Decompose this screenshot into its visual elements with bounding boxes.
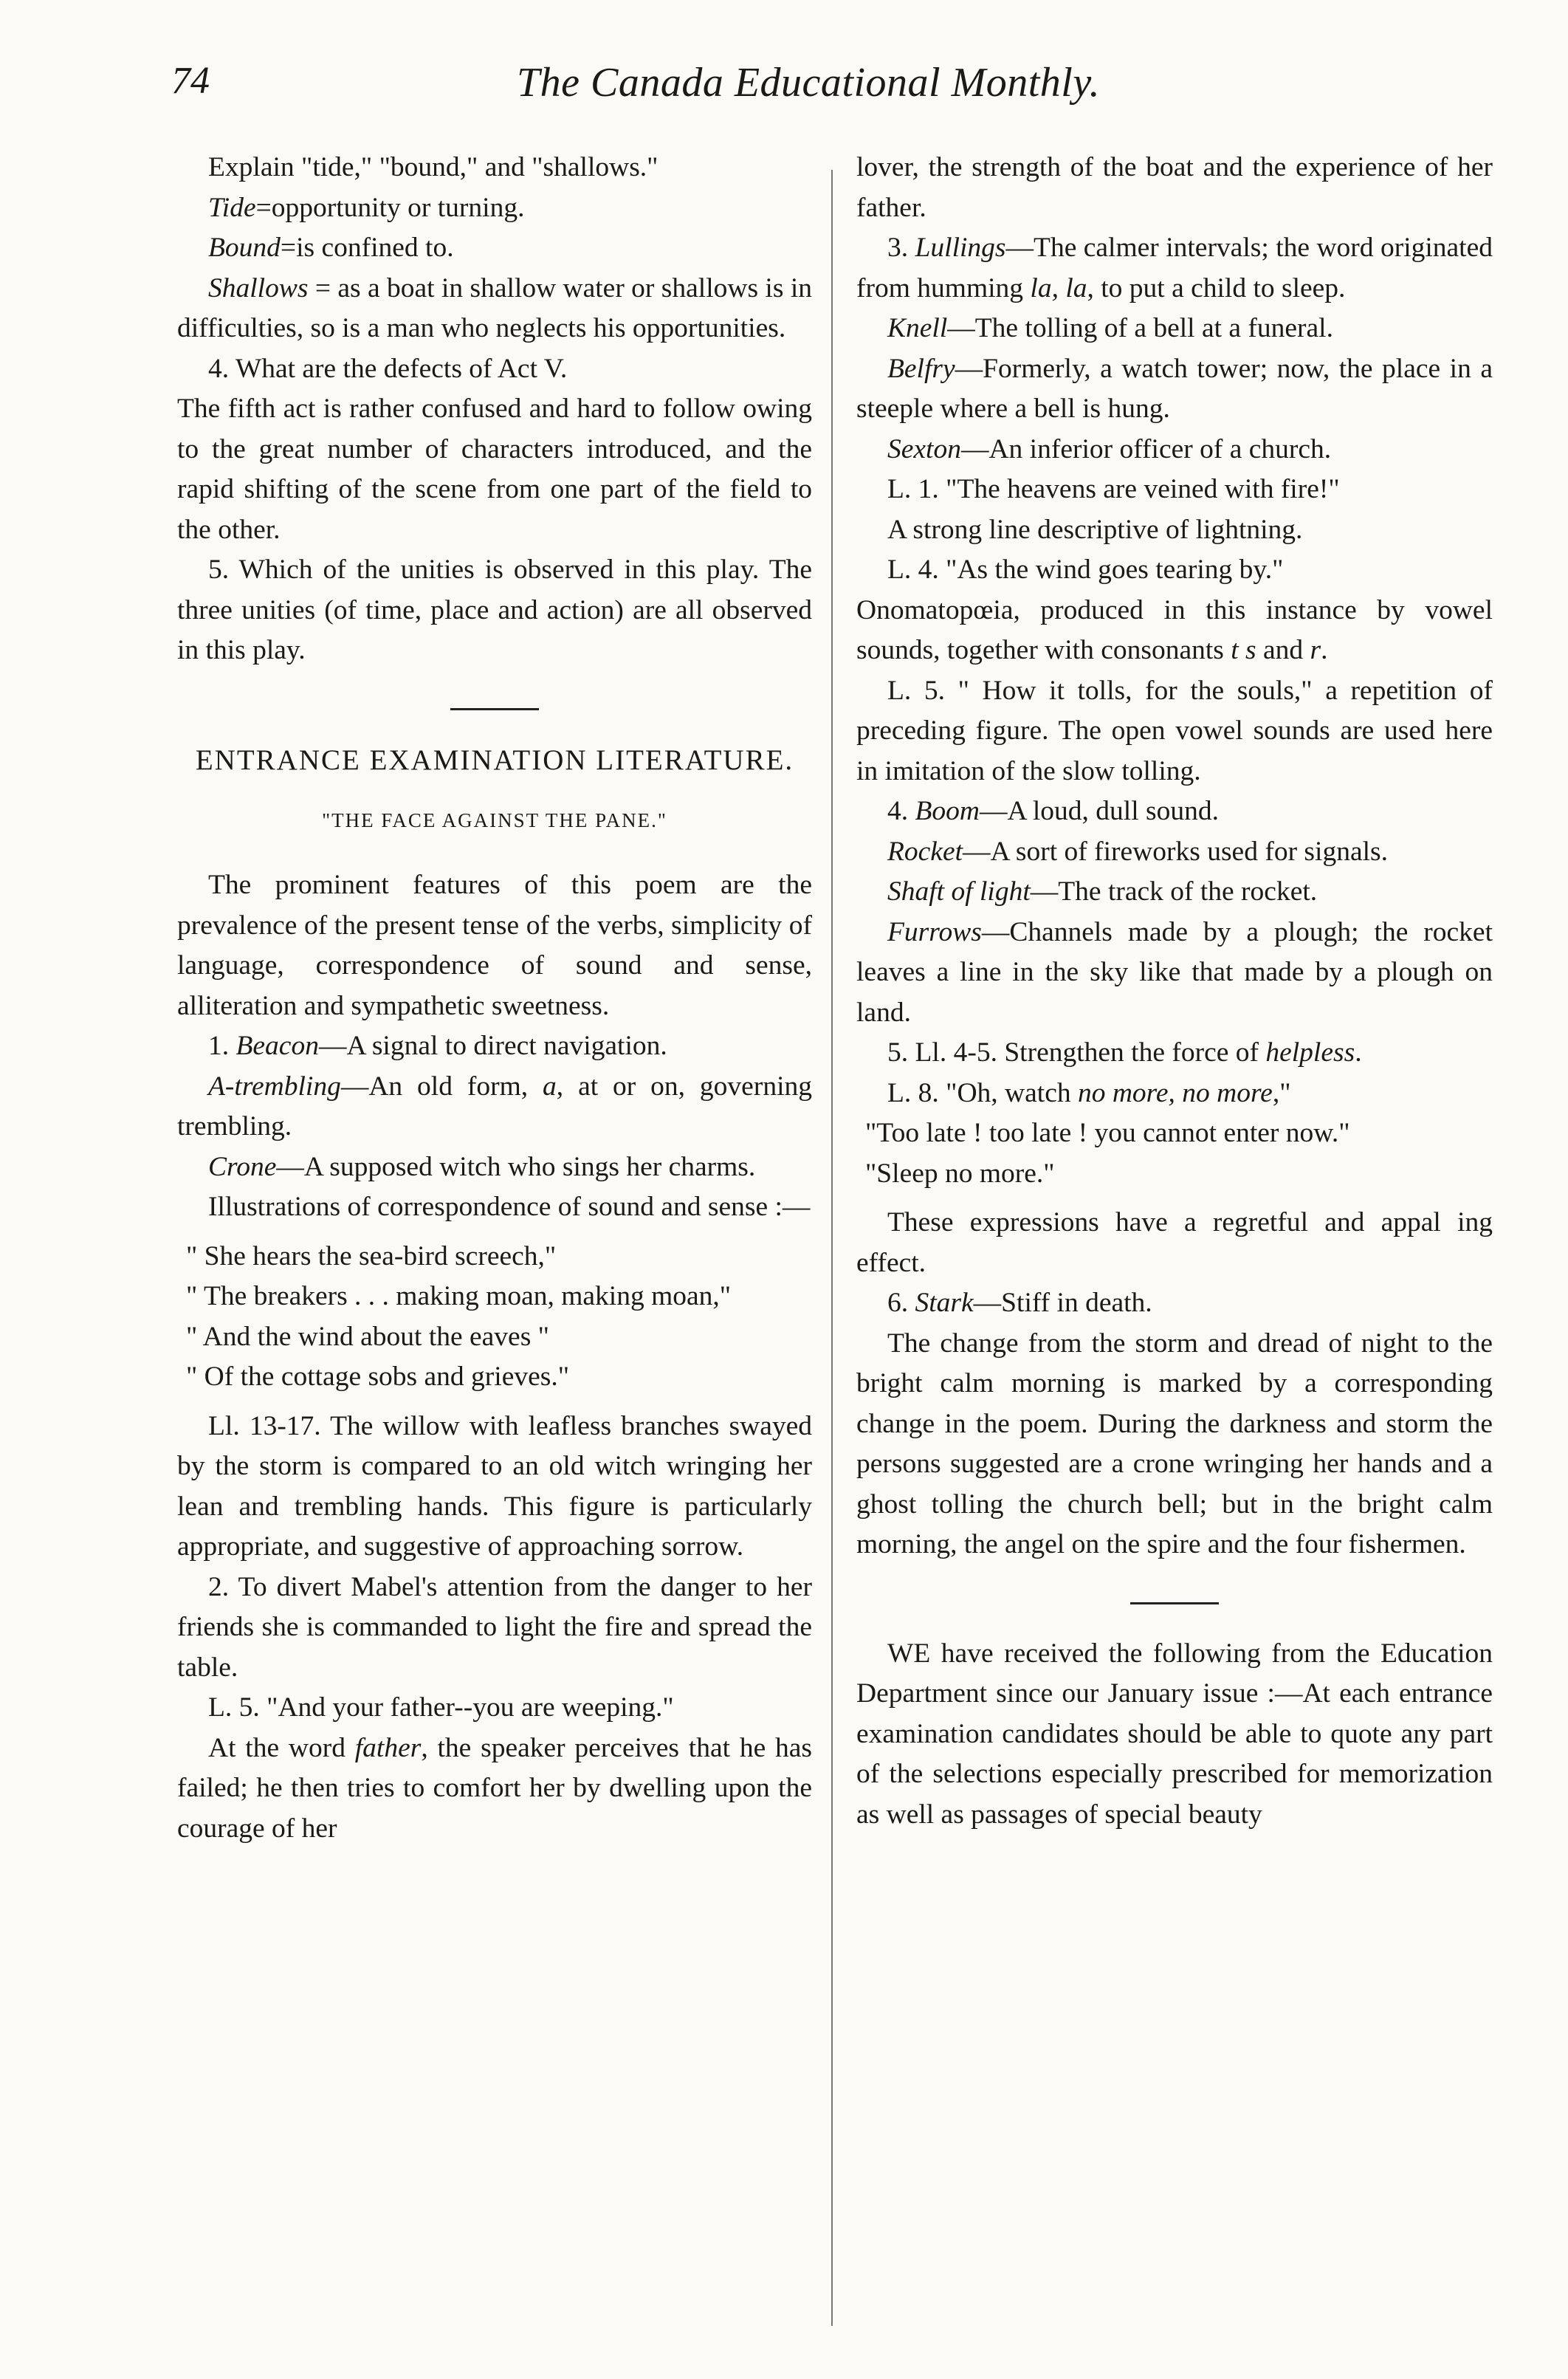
beacon-def: —A signal to direct navigation. bbox=[318, 1031, 667, 1061]
stark-def: —Stiff in death. bbox=[973, 1288, 1152, 1318]
boom-number: 4. bbox=[887, 796, 915, 826]
education-department-notice: WE have received the following from the Education Department since our January issue :—At each entrance examination candidates should be able to quote any part of the selections especially prescribed for memorization as well as passages of special beauty bbox=[856, 1638, 1493, 1830]
question-4: 4. What are the defects of Act V. bbox=[208, 353, 568, 384]
lullings-number: 3. bbox=[887, 233, 915, 263]
running-title: The Canada Educational Monthly. bbox=[517, 60, 1101, 106]
lullings-la: la, la bbox=[1030, 272, 1087, 303]
quote-line: " The breakers . . . making moan, making moan," bbox=[186, 1281, 732, 1311]
l8-b: ," bbox=[1272, 1077, 1291, 1108]
section-separator bbox=[450, 708, 539, 710]
page-number: 74 bbox=[171, 60, 210, 102]
rocket-definition bbox=[856, 832, 1493, 873]
quote-line: " And the wind about the eaves " bbox=[186, 1321, 549, 1352]
sexton-definition bbox=[856, 430, 1493, 470]
shallows-def: = as a boat in shallow water or shallows is in difficulties, so is a man who neglects his opportunities. bbox=[177, 272, 812, 343]
belfry-def: —Formerly, a watch tower; now, the place in a steeple where a bell is hung. bbox=[856, 353, 1493, 424]
onomato-b: and bbox=[1256, 635, 1310, 665]
knell-def: —The tolling of a bell at a funeral. bbox=[947, 313, 1333, 343]
onomato-ts: t s bbox=[1231, 635, 1256, 665]
boom-def: —A loud, dull sound. bbox=[980, 796, 1219, 826]
knell-term: Knell bbox=[887, 313, 948, 343]
lines-4-5-note bbox=[856, 1033, 1493, 1074]
beacon-number: 1. bbox=[208, 1031, 236, 1061]
change-paragraph: The change from the storm and dread of night to the bright calm morning is marked by a corresponding change in the poem. During the darkness and storm the persons suggested are a crone wringing her hands and a ghost tolling the church bell; but in the bright calm morning, the angel on the spire and the four fishermen. bbox=[856, 1328, 1493, 1559]
rocket-def: —A sort of fireworks used for signals. bbox=[963, 836, 1388, 867]
poem-title: "THE FACE AGAINST THE PANE." bbox=[322, 809, 667, 831]
poem-intro: The prominent features of this poem are the prevalence of the present tense of the verbs, simplicity of language, correspondence of sound and sense, alliteration and sympathetic sweetness. bbox=[177, 870, 812, 1021]
furrows-def: —Channels made by a plough; the rocket leaves a line in the sky like that made by a plough on land. bbox=[856, 916, 1493, 1028]
crone-definition bbox=[177, 1147, 812, 1188]
line-8-quote bbox=[856, 1074, 1493, 1114]
line-1-note: A strong line descriptive of lightning. bbox=[887, 514, 1303, 545]
father-a: At the word bbox=[208, 1732, 355, 1763]
note-2: 2. To divert Mabel's attention from the danger to her friends she is commanded to light the fire and spread the table. bbox=[177, 1571, 812, 1683]
spacer bbox=[177, 1228, 812, 1237]
atrembling-term: A-trembling bbox=[208, 1071, 341, 1102]
knell-definition bbox=[856, 309, 1493, 349]
section-separator bbox=[1130, 1602, 1219, 1604]
explain-question: Explain "tide," "bound," and "shallows." bbox=[208, 152, 659, 182]
line-5-quote: L. 5. "And your father--you are weeping." bbox=[208, 1692, 674, 1723]
atrembling-a: a bbox=[543, 1071, 557, 1102]
line-4-quote: L. 4. "As the wind goes tearing by." bbox=[887, 555, 1284, 585]
spacer bbox=[856, 1194, 1493, 1203]
tide-def: =opportunity or turning. bbox=[255, 192, 525, 223]
beacon-definition bbox=[177, 1026, 812, 1067]
quote-line: " Of the cottage sobs and grieves." bbox=[186, 1362, 570, 1392]
quote-line: "Too late ! too late ! you cannot enter now." bbox=[865, 1118, 1350, 1148]
furrows-term: Furrows bbox=[887, 916, 982, 947]
belfry-term: Belfry bbox=[887, 353, 955, 384]
l8-a: L. 8. "Oh, watch bbox=[887, 1077, 1078, 1108]
right-column bbox=[856, 148, 1493, 1835]
shallows-definition bbox=[177, 269, 812, 349]
page-header bbox=[0, 59, 1568, 133]
line-1-quote: L. 1. "The heavens are veined with fire!" bbox=[887, 474, 1340, 504]
line-5-note: L. 5. " How it tolls, for the souls," a repetition of preceding figure. The open vowel sounds are used here in imitation of the slow tolling. bbox=[856, 675, 1493, 786]
column-divider bbox=[831, 170, 833, 2326]
lullings-def-a: —The calmer intervals; the word originated from humming bbox=[856, 233, 1493, 303]
bound-def: =is confined to. bbox=[280, 233, 454, 263]
continued-text: lover, the strength of the boat and the experience of her father. bbox=[856, 152, 1493, 223]
boom-term: Boom bbox=[915, 796, 980, 826]
furrows-definition bbox=[856, 913, 1493, 1034]
stark-term: Stark bbox=[915, 1288, 974, 1318]
boom-definition bbox=[856, 792, 1493, 832]
atrembling-def-b: , at or on, governing trembling. bbox=[177, 1071, 812, 1142]
question-5: 5. Which of the unities is observed in this play. The three unities (of time, place and action) are all observed in this play. bbox=[177, 555, 812, 665]
shallows-term: Shallows bbox=[208, 272, 309, 303]
father-b: , the speaker perceives that he has failed; he then tries to comfort her by dwelling upon the courage of her bbox=[177, 1732, 812, 1844]
lullings-term: Lullings bbox=[915, 233, 1006, 263]
belfry-definition bbox=[856, 349, 1493, 430]
lullings-def-b: , to put a child to sleep. bbox=[1087, 272, 1346, 303]
onomato-c: . bbox=[1321, 635, 1328, 665]
onomato-a: Onomatopœia, produced in this instance by vowel sounds, together with consonants bbox=[856, 594, 1493, 665]
shaft-definition bbox=[856, 872, 1493, 913]
l8-term: no more, no more bbox=[1077, 1077, 1273, 1108]
tide-definition bbox=[177, 188, 812, 229]
answer-4: The fifth act is rather confused and hard to follow owing to the great number of characters introduced, and the rapid shifting of the scene from one part of the field to the other. bbox=[177, 394, 812, 545]
atrembling-def-a: —An old form, bbox=[340, 1071, 543, 1102]
quote-line: " She hears the sea-bird screech," bbox=[186, 1240, 557, 1271]
ll45-b: . bbox=[1355, 1037, 1362, 1068]
ll45-a: 5. Ll. 4-5. Strengthen the force of bbox=[887, 1037, 1266, 1068]
ll45-term: helpless bbox=[1265, 1037, 1355, 1068]
rocket-term: Rocket bbox=[887, 836, 963, 867]
lines-13-17-note: Ll. 13-17. The willow with leafless branches swayed by the storm is compared to an old witch wringing her lean and trembling hands. This figure is particularly appropriate, and suggestive of approaching sorrow. bbox=[177, 1410, 812, 1562]
stark-number: 6. bbox=[887, 1288, 915, 1318]
left-column bbox=[177, 148, 812, 1849]
section-heading: ENTRANCE EXAMINATION LITERATURE. bbox=[195, 744, 794, 776]
crone-def: —A supposed witch who sings her charms. bbox=[276, 1151, 756, 1182]
shaft-term: Shaft of light bbox=[887, 876, 1031, 907]
atrembling-definition bbox=[177, 1067, 812, 1147]
lullings-definition bbox=[856, 228, 1493, 309]
bound-term: Bound bbox=[208, 233, 281, 263]
tide-term: Tide bbox=[208, 192, 256, 223]
spacer bbox=[177, 1398, 812, 1407]
shaft-def: —The track of the rocket. bbox=[1030, 876, 1318, 907]
father-term: father bbox=[354, 1732, 422, 1763]
quote-line: "Sleep no more." bbox=[865, 1158, 1055, 1189]
father-note bbox=[177, 1729, 812, 1850]
crone-term: Crone bbox=[208, 1151, 277, 1182]
bound-definition bbox=[177, 228, 812, 269]
beacon-term: Beacon bbox=[235, 1031, 319, 1061]
sexton-term: Sexton bbox=[887, 433, 961, 464]
sexton-def: —An inferior officer of a church. bbox=[960, 433, 1332, 464]
regretful-note: These expressions have a regretful and appal ing effect. bbox=[856, 1207, 1493, 1278]
stark-definition bbox=[856, 1283, 1493, 1324]
onomatopoeia-note bbox=[856, 591, 1493, 671]
onomato-r: r bbox=[1310, 635, 1321, 665]
illustrations-intro: Illustrations of correspondence of sound and sense :— bbox=[208, 1192, 811, 1222]
